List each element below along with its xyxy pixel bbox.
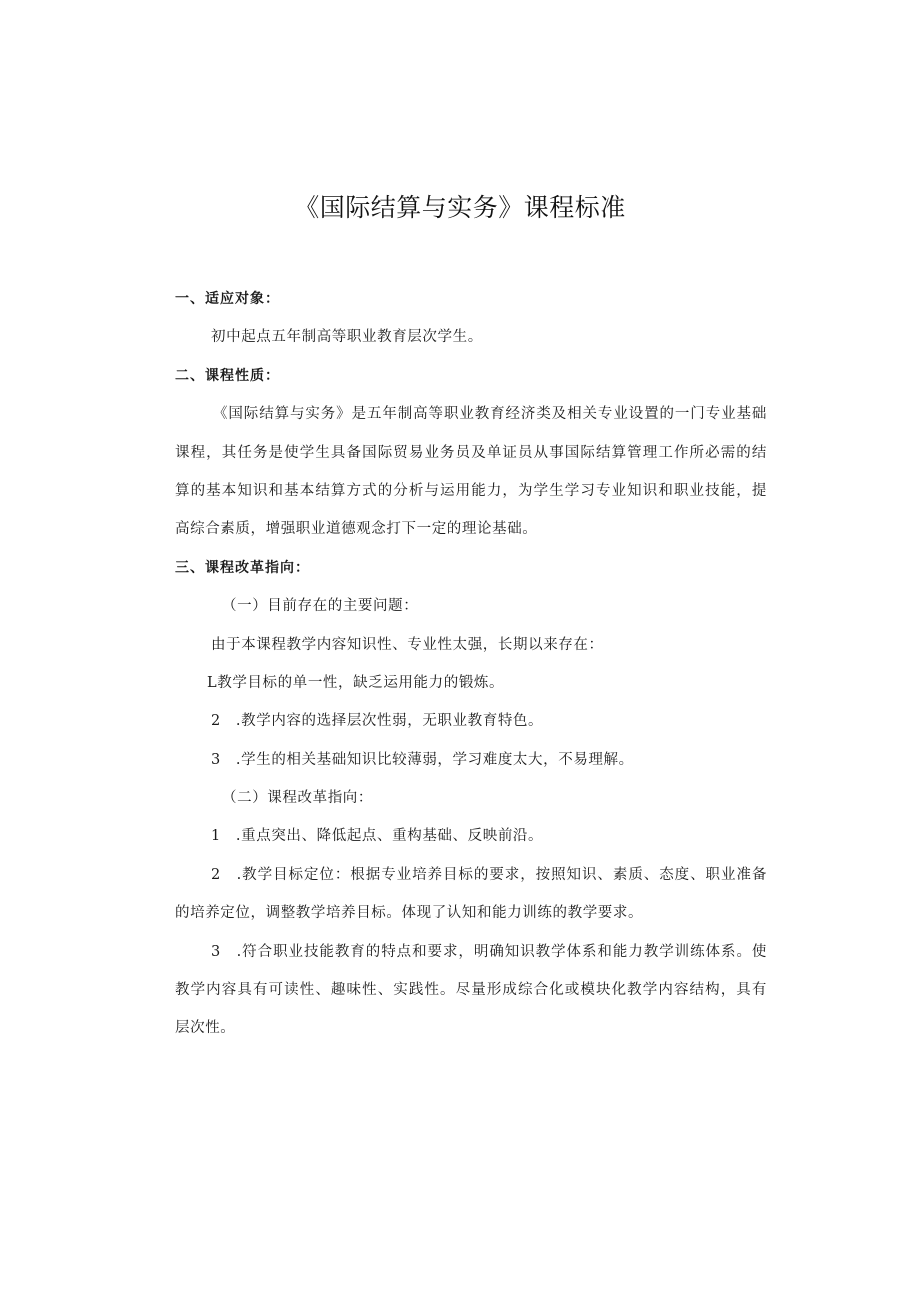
subheading-reform-direction: （二）课程改革指向：	[222, 790, 373, 806]
subheading-current-problems: （一）目前存在的主要问题：	[222, 598, 419, 614]
list-item-problem-1: L教学目标的单一性，缺乏运用能力的锻炼。	[207, 675, 505, 691]
paragraph-course-nature-line-3: 算的基本知识和基本结算方式的分析与运用能力，为学生学习专业知识和职业技能，提	[175, 483, 767, 499]
paragraph-course-nature-line-4: 高综合素质，增强职业道德观念打下一定的理论基础。	[175, 521, 538, 537]
list-item-reform-3-line-1: 3 .符合职业技能教育的特点和要求，明确知识教学体系和能力教学训练体系。使	[211, 944, 767, 960]
section-heading-reform-direction: 三、课程改革指向：	[175, 560, 310, 576]
section-heading-course-nature: 二、课程性质：	[175, 368, 280, 384]
list-item-reform-2-line-1: 2 .教学目标定位：根据专业培养目标的要求，按照知识、素质、态度、职业准备	[211, 867, 767, 883]
list-item-reform-3-line-2: 教学内容具有可读性、趣味性、实践性。尽量形成综合化或模块化教学内容结构，具有	[175, 982, 767, 998]
list-item-problem-3: 3 .学生的相关基础知识比较薄弱，学习难度太大，不易理解。	[211, 752, 634, 768]
paragraph-target-audience: 初中起点五年制高等职业教育层次学生。	[211, 329, 483, 345]
paragraph-course-nature-line-2: 课程，其任务是使学生具备国际贸易业务员及单证员从事国际结算管理工作所必需的结	[175, 445, 767, 461]
list-item-reform-2-line-2: 的培养定位，调整教学培养目标。体现了认知和能力训练的教学要求。	[175, 905, 644, 921]
list-item-reform-1: 1 .重点突出、降低起点、重构基础、反映前沿。	[211, 828, 544, 844]
paragraph-problems-intro: 由于本课程教学内容知识性、专业性太强，长期以来存在：	[211, 637, 604, 653]
paragraph-course-nature-line-1: 《国际结算与实务》是五年制高等职业教育经济类及相关专业设置的一门专业基础	[213, 406, 767, 422]
list-item-reform-3-line-3: 层次性。	[175, 1020, 236, 1036]
list-item-problem-2: 2 .教学内容的选择层次性弱，无职业教育特色。	[211, 713, 544, 729]
document-title: 《国际结算与实务》课程标准	[294, 193, 626, 222]
section-heading-target-audience: 一、适应对象：	[175, 291, 280, 307]
